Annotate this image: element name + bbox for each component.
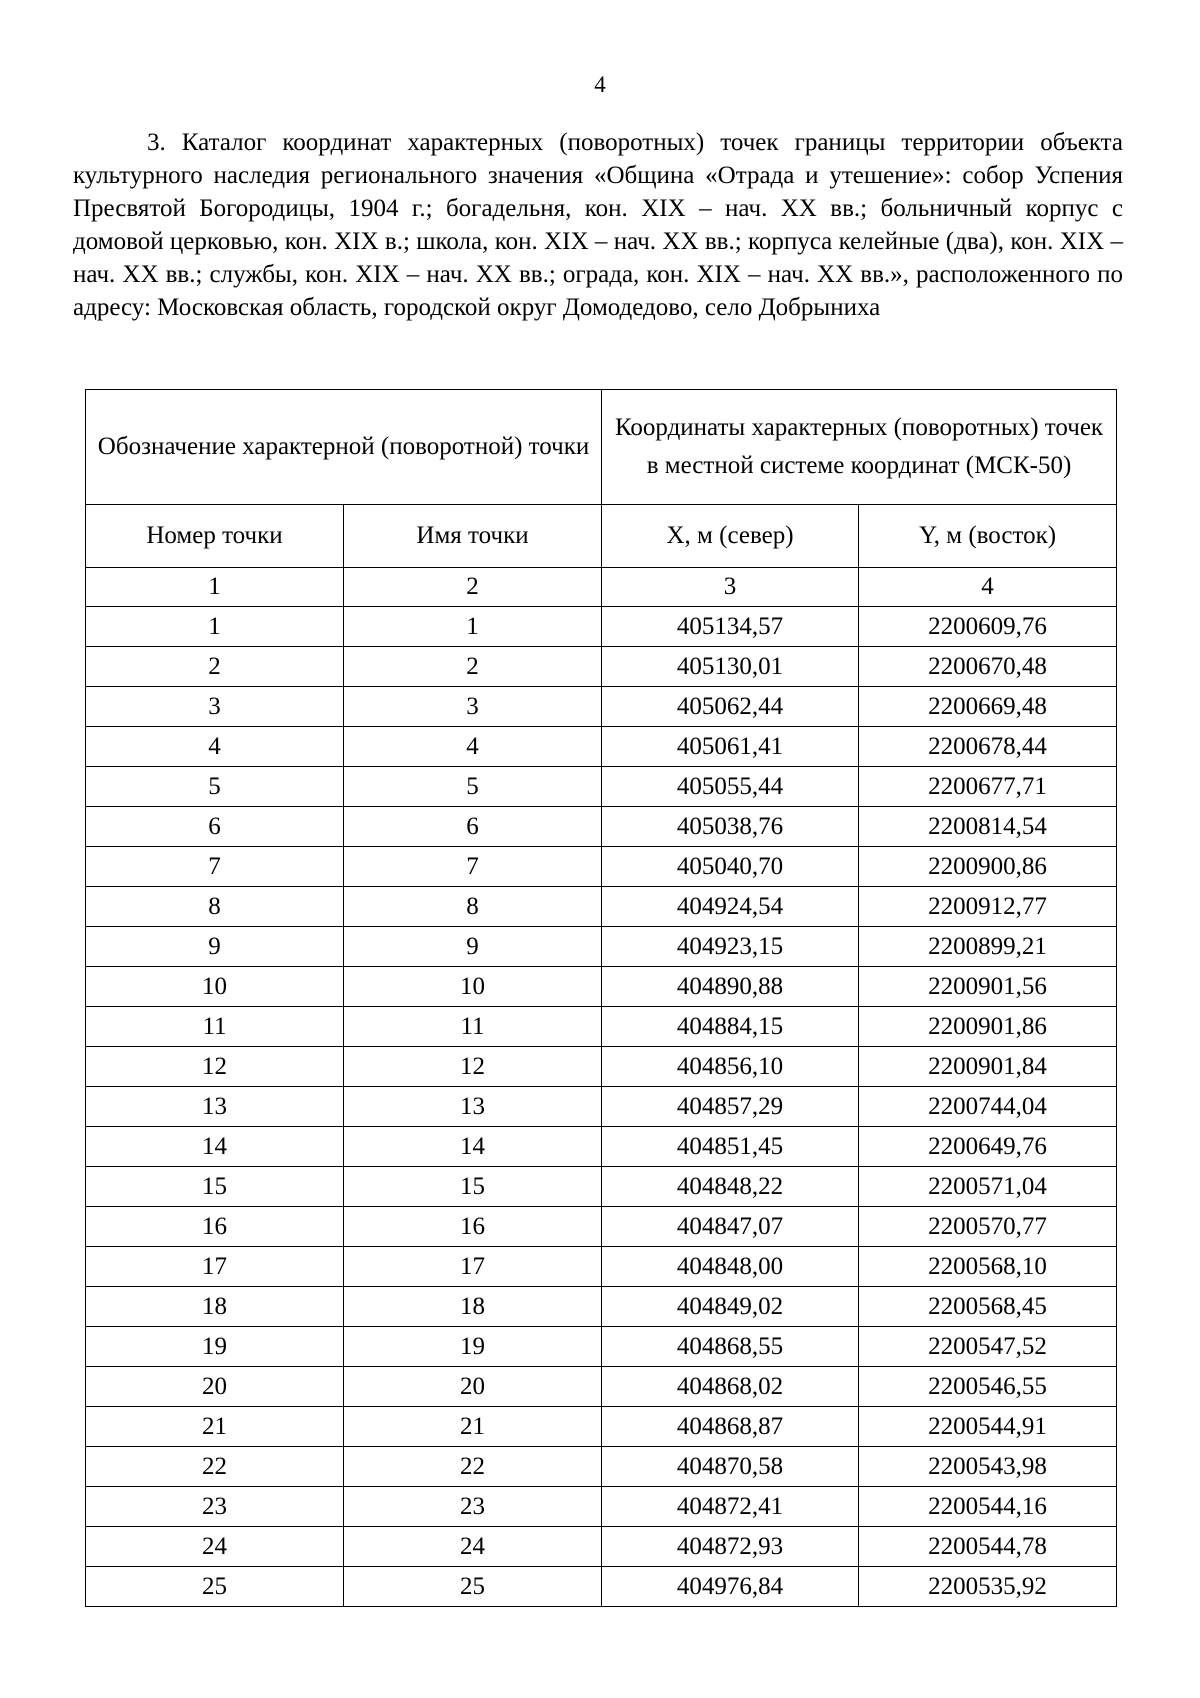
cell-y-coordinate: 2200570,77 <box>859 1207 1117 1247</box>
cell-point-name: 21 <box>344 1407 602 1447</box>
cell-point-name: 7 <box>344 847 602 887</box>
cell-x-coordinate: 404923,15 <box>602 927 859 967</box>
cell-point-number: 8 <box>86 887 344 927</box>
column-index: 1 <box>86 568 344 607</box>
cell-x-coordinate: 404847,07 <box>602 1207 859 1247</box>
column-header-y: Y, м (восток) <box>859 505 1117 568</box>
table-body <box>86 607 1117 1607</box>
cell-point-number: 20 <box>86 1367 344 1407</box>
cell-point-name: 16 <box>344 1207 602 1247</box>
column-header-point-number: Номер точки <box>86 505 344 568</box>
table-row <box>86 1367 1117 1407</box>
cell-point-number: 2 <box>86 647 344 687</box>
cell-x-coordinate: 405038,76 <box>602 807 859 847</box>
cell-x-coordinate: 404848,00 <box>602 1247 859 1287</box>
table-row <box>86 887 1117 927</box>
page-number: 4 <box>594 72 606 97</box>
cell-x-coordinate: 404870,58 <box>602 1447 859 1487</box>
cell-point-number: 6 <box>86 807 344 847</box>
table-row <box>86 1047 1117 1087</box>
cell-y-coordinate: 2200901,56 <box>859 967 1117 1007</box>
column-header-point-name: Имя точки <box>344 505 602 568</box>
cell-point-number: 9 <box>86 927 344 967</box>
cell-point-number: 7 <box>86 847 344 887</box>
table-row <box>86 727 1117 767</box>
table-row <box>86 1567 1117 1607</box>
cell-x-coordinate: 404868,02 <box>602 1367 859 1407</box>
table-row <box>86 1407 1117 1447</box>
cell-point-name: 4 <box>344 727 602 767</box>
cell-x-coordinate: 405055,44 <box>602 767 859 807</box>
cell-point-number: 1 <box>86 607 344 647</box>
cell-y-coordinate: 2200901,84 <box>859 1047 1117 1087</box>
cell-y-coordinate: 2200814,54 <box>859 807 1117 847</box>
cell-y-coordinate: 2200568,45 <box>859 1287 1117 1327</box>
cell-x-coordinate: 404872,93 <box>602 1527 859 1567</box>
cell-y-coordinate: 2200901,86 <box>859 1007 1117 1047</box>
cell-x-coordinate: 404872,41 <box>602 1487 859 1527</box>
table-row <box>86 1007 1117 1047</box>
cell-point-number: 17 <box>86 1247 344 1287</box>
table-row <box>86 1167 1117 1207</box>
table-row <box>86 1527 1117 1567</box>
cell-x-coordinate: 405130,01 <box>602 647 859 687</box>
cell-x-coordinate: 405040,70 <box>602 847 859 887</box>
cell-point-name: 10 <box>344 967 602 1007</box>
cell-point-name: 3 <box>344 687 602 727</box>
cell-x-coordinate: 405062,44 <box>602 687 859 727</box>
cell-y-coordinate: 2200571,04 <box>859 1167 1117 1207</box>
table-row <box>86 1087 1117 1127</box>
table-row <box>86 1127 1117 1167</box>
table-row <box>86 647 1117 687</box>
cell-x-coordinate: 404848,22 <box>602 1167 859 1207</box>
designation-group-header: Обозначение характерной (поворотной) точки <box>86 390 602 505</box>
cell-y-coordinate: 2200669,48 <box>859 687 1117 727</box>
cell-y-coordinate: 2200899,21 <box>859 927 1117 967</box>
cell-x-coordinate: 404884,15 <box>602 1007 859 1047</box>
cell-x-coordinate: 404868,87 <box>602 1407 859 1447</box>
cell-y-coordinate: 2200543,98 <box>859 1447 1117 1487</box>
table-row <box>86 767 1117 807</box>
cell-y-coordinate: 2200900,86 <box>859 847 1117 887</box>
table-row <box>86 607 1117 647</box>
cell-x-coordinate: 405061,41 <box>602 727 859 767</box>
cell-point-number: 24 <box>86 1527 344 1567</box>
cell-point-name: 12 <box>344 1047 602 1087</box>
cell-x-coordinate: 404976,84 <box>602 1567 859 1607</box>
cell-point-name: 19 <box>344 1327 602 1367</box>
cell-point-number: 11 <box>86 1007 344 1047</box>
cell-point-name: 6 <box>344 807 602 847</box>
cell-point-name: 18 <box>344 1287 602 1327</box>
cell-x-coordinate: 404851,45 <box>602 1127 859 1167</box>
cell-point-name: 20 <box>344 1367 602 1407</box>
cell-y-coordinate: 2200535,92 <box>859 1567 1117 1607</box>
cell-point-name: 15 <box>344 1167 602 1207</box>
cell-y-coordinate: 2200544,91 <box>859 1407 1117 1447</box>
cell-point-name: 24 <box>344 1527 602 1567</box>
cell-y-coordinate: 2200744,04 <box>859 1087 1117 1127</box>
cell-point-name: 5 <box>344 767 602 807</box>
cell-point-number: 16 <box>86 1207 344 1247</box>
cell-y-coordinate: 2200544,78 <box>859 1527 1117 1567</box>
cell-y-coordinate: 2200609,76 <box>859 607 1117 647</box>
table-row <box>86 1247 1117 1287</box>
cell-x-coordinate: 404868,55 <box>602 1327 859 1367</box>
cell-point-name: 23 <box>344 1487 602 1527</box>
cell-point-number: 22 <box>86 1447 344 1487</box>
table-row <box>86 687 1117 727</box>
cell-point-number: 5 <box>86 767 344 807</box>
cell-point-number: 23 <box>86 1487 344 1527</box>
table-row <box>86 1447 1117 1487</box>
table-row <box>86 807 1117 847</box>
cell-x-coordinate: 404924,54 <box>602 887 859 927</box>
cell-y-coordinate: 2200670,48 <box>859 647 1117 687</box>
cell-y-coordinate: 2200678,44 <box>859 727 1117 767</box>
column-index: 3 <box>602 568 859 607</box>
cell-point-number: 3 <box>86 687 344 727</box>
table-column-index-row <box>86 568 1117 607</box>
cell-point-number: 12 <box>86 1047 344 1087</box>
cell-point-name: 14 <box>344 1127 602 1167</box>
table-group-header-row <box>86 390 1117 505</box>
coordinates-group-header: Координаты характерных (поворотных) точек в местной системе координат (МСК-50) <box>602 390 1117 505</box>
cell-point-name: 1 <box>344 607 602 647</box>
cell-point-number: 25 <box>86 1567 344 1607</box>
column-index: 4 <box>859 568 1117 607</box>
cell-y-coordinate: 2200547,52 <box>859 1327 1117 1367</box>
cell-x-coordinate: 404857,29 <box>602 1087 859 1127</box>
cell-y-coordinate: 2200912,77 <box>859 887 1117 927</box>
cell-x-coordinate: 404856,10 <box>602 1047 859 1087</box>
cell-y-coordinate: 2200649,76 <box>859 1127 1117 1167</box>
cell-point-number: 10 <box>86 967 344 1007</box>
cell-x-coordinate: 405134,57 <box>602 607 859 647</box>
cell-point-number: 19 <box>86 1327 344 1367</box>
cell-point-name: 8 <box>344 887 602 927</box>
intro-paragraph: 3. Каталог координат характерных (поворотных) точек границы территории объекта культурного наследия регионального значения «Община «Отрада и утешение»: собор Успения Пресвятой Богородицы, 1904 г.; богадельня, кон. XIX – нач. XX вв.; больничный корпус с домовой церковью, кон. XIX в.; школа, кон. XIX – нач. XX вв.; корпуса келейные (два), кон. XIX – нач. XX вв.; службы, кон. XIX – нач. XX вв.; ограда, кон. XIX – нач. XX вв.», расположенного по адресу: Московская область, городской округ Домодедово, село Добрыниха <box>73 129 1123 321</box>
cell-point-number: 4 <box>86 727 344 767</box>
column-header-x: X, м (север) <box>602 505 859 568</box>
table-row <box>86 1327 1117 1367</box>
table-column-header-row <box>86 505 1117 568</box>
cell-y-coordinate: 2200568,10 <box>859 1247 1117 1287</box>
cell-point-number: 15 <box>86 1167 344 1207</box>
cell-point-name: 17 <box>344 1247 602 1287</box>
cell-point-number: 13 <box>86 1087 344 1127</box>
table-row <box>86 927 1117 967</box>
table-row <box>86 847 1117 887</box>
table-row <box>86 967 1117 1007</box>
coordinates-table <box>85 389 1117 1607</box>
cell-point-name: 13 <box>344 1087 602 1127</box>
cell-y-coordinate: 2200546,55 <box>859 1367 1117 1407</box>
cell-point-name: 11 <box>344 1007 602 1047</box>
cell-y-coordinate: 2200544,16 <box>859 1487 1117 1527</box>
cell-point-name: 25 <box>344 1567 602 1607</box>
table-row <box>86 1487 1117 1527</box>
cell-point-name: 2 <box>344 647 602 687</box>
cell-point-name: 22 <box>344 1447 602 1487</box>
cell-x-coordinate: 404849,02 <box>602 1287 859 1327</box>
cell-point-number: 14 <box>86 1127 344 1167</box>
table-row <box>86 1287 1117 1327</box>
table-row <box>86 1207 1117 1247</box>
cell-y-coordinate: 2200677,71 <box>859 767 1117 807</box>
cell-point-number: 21 <box>86 1407 344 1447</box>
cell-x-coordinate: 404890,88 <box>602 967 859 1007</box>
cell-point-name: 9 <box>344 927 602 967</box>
cell-point-number: 18 <box>86 1287 344 1327</box>
column-index: 2 <box>344 568 602 607</box>
